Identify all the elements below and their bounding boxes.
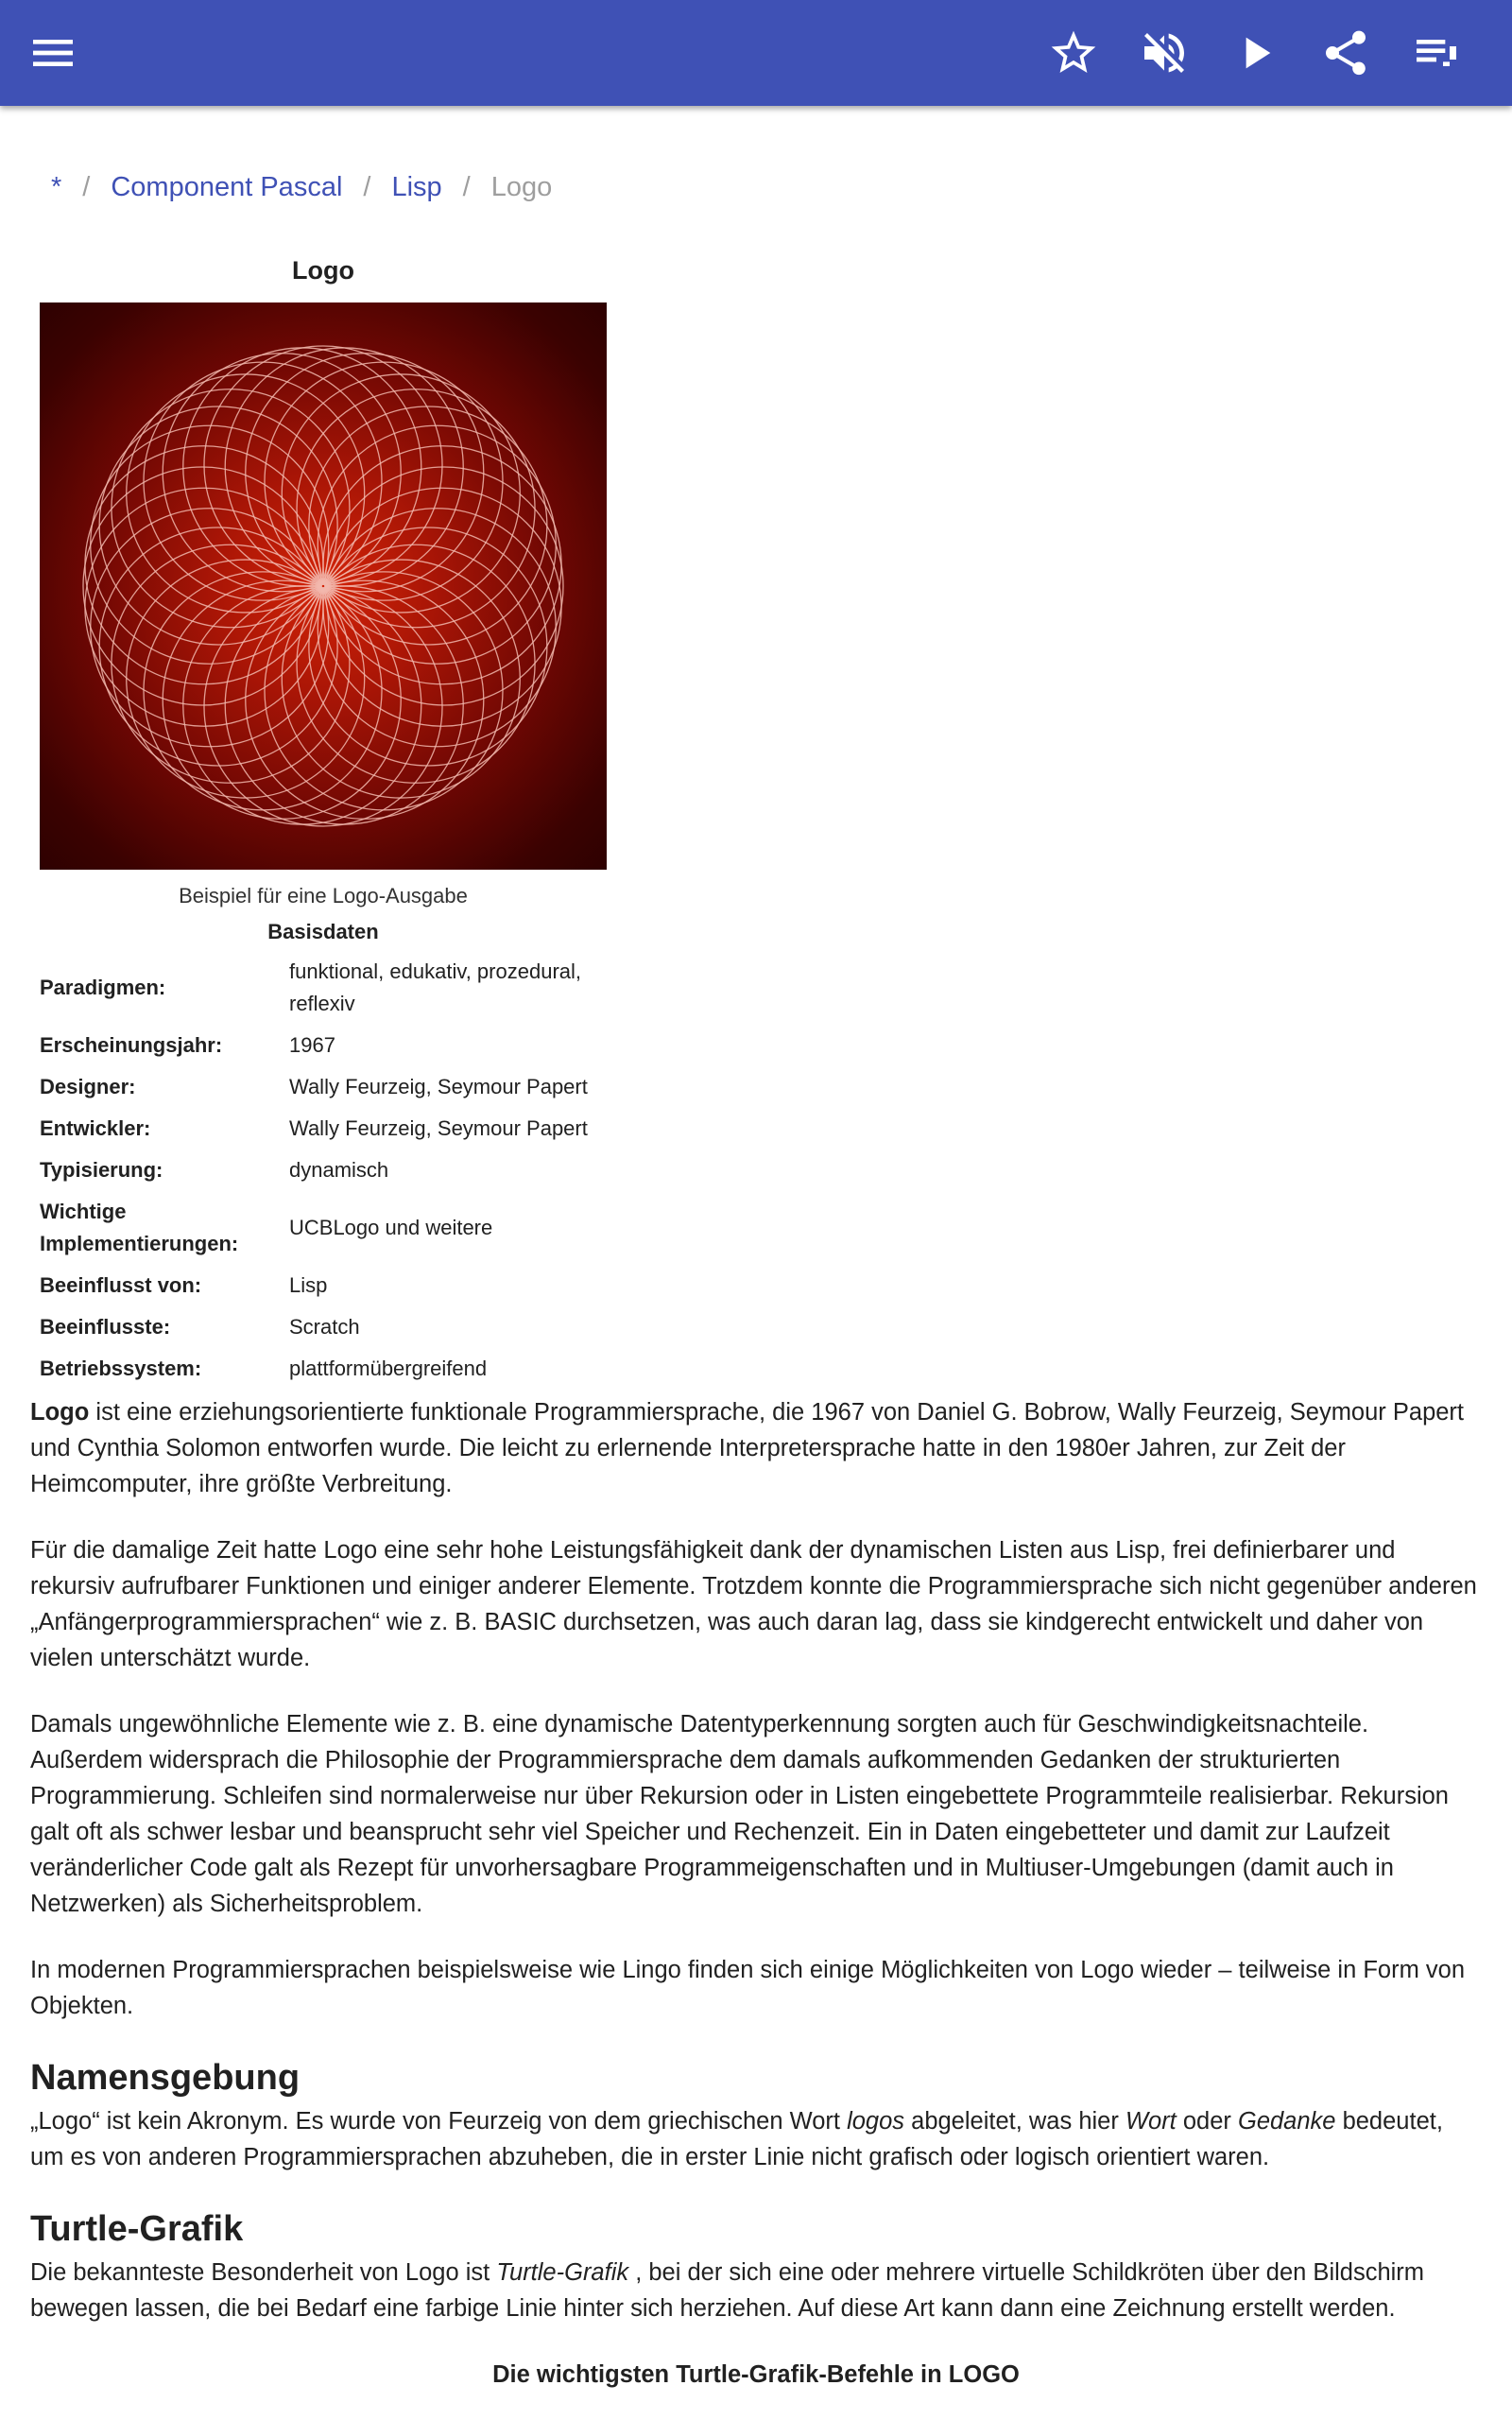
row-key: Entwickler: <box>40 1116 151 1140</box>
rosette-circle <box>83 467 321 705</box>
breadcrumb-current: Logo <box>490 172 553 202</box>
intro-term: Logo <box>30 1399 90 1426</box>
paragraph: In modernen Programmiersprachen beispielsweise wie Lingo finden sich einige Möglichkeiten von Logo wieder – teilweise in Form von Objekten. <box>30 1957 1466 2019</box>
row-value: Scratch <box>289 1315 360 1339</box>
text: , bei der sich eine oder mehrere virtuelle Schildkröten über den Bildschirm bewegen lassen, die bei Bedarf eine farbige Linie hinter sich herziehen. Auf diese Art kann dann eine Zeichnung erstellt werden. <box>30 2259 1425 2322</box>
row-value: 1967 <box>289 1033 335 1057</box>
emphasis: logos <box>847 2108 905 2135</box>
rosette-circle <box>225 586 463 824</box>
table-row <box>40 1306 607 1348</box>
table-caption: Die wichtigsten Turtle-Grafik-Befehle in LOGO <box>492 2361 1020 2388</box>
row-value: funktional, edukativ, prozedural, reflexiv <box>289 959 581 1015</box>
rosette-circle <box>183 586 421 824</box>
text: bedeutet, um es von anderen Programmiersprachen abzuheben, die in erster Linie nicht grafisch oder logisch orientiert waren. <box>30 2108 1443 2170</box>
breadcrumb-separator: / <box>462 172 471 202</box>
star-outline-icon[interactable] <box>1047 26 1100 79</box>
breadcrumb <box>51 166 552 208</box>
rosette-circle <box>225 348 463 586</box>
menu-icon[interactable] <box>26 26 79 79</box>
infobox <box>40 248 607 1390</box>
volume-off-icon[interactable] <box>1138 26 1191 79</box>
rosette-circle <box>183 348 421 586</box>
rosette-circle <box>204 346 442 584</box>
table-row <box>40 1348 607 1390</box>
play-icon[interactable] <box>1228 26 1281 79</box>
intro-paragraph <box>30 1394 1482 1502</box>
text: Die bekannteste Besonderheit von Logo ist <box>30 2259 497 2286</box>
rosette-circle <box>85 488 323 726</box>
heading-turtle-grafik: Turtle-Grafik <box>30 2209 244 2249</box>
playlist-icon[interactable] <box>1410 26 1463 79</box>
logo-example-image[interactable] <box>40 302 607 870</box>
row-value: UCBLogo und weitere <box>289 1216 493 1239</box>
infobox-table <box>40 951 607 1390</box>
table-row <box>40 951 607 1025</box>
table-row <box>40 1108 607 1150</box>
text: abgeleitet, was hier <box>904 2108 1125 2135</box>
article-body <box>30 1394 1482 2393</box>
rosette-circle <box>325 467 563 705</box>
image-caption: Beispiel für eine Logo-Ausgabe <box>179 884 468 908</box>
infobox-title: Logo <box>292 256 354 285</box>
table-row <box>40 1265 607 1306</box>
rosette-circle <box>323 488 561 726</box>
intro-text: ist eine erziehungsorientierte funktionale Programmiersprache, die 1967 von Daniel G. Bobrow, Wally Feurzeig, Seymour Papert und Cynthia Solomon entworfen wurde. Die leicht zu erlernende Interpretersprache hatte in den 1980er Jahren, zur Zeit der Heimcomputer, ihre größte Verbreitung. <box>30 1399 1465 1497</box>
breadcrumb-item-component-pascal[interactable]: Component Pascal <box>111 172 343 202</box>
emphasis: Wort <box>1125 2108 1177 2135</box>
table-row <box>40 1025 607 1066</box>
rosette-drawing <box>40 302 607 870</box>
row-value: plattformübergreifend <box>289 1357 488 1380</box>
namensgebung-paragraph <box>30 2103 1482 2175</box>
breadcrumb-item-lisp[interactable]: Lisp <box>391 172 442 202</box>
row-key: Paradigmen: <box>40 976 166 999</box>
app-bar <box>0 0 1512 106</box>
row-value: Lisp <box>289 1273 328 1297</box>
row-key: Typisierung: <box>40 1158 163 1182</box>
row-key: Betriebssystem: <box>40 1357 202 1380</box>
row-key: Erscheinungsjahr: <box>40 1033 223 1057</box>
paragraph: Für die damalige Zeit hatte Logo eine sehr hohe Leistungsfähigkeit dank der dynamischen Listen aus Lisp, frei definierbarer und rekursiv aufrufbarer Funktionen und einiger anderer Elemente. Trotzdem konnte die Programmiersprache sich nicht gegenüber anderen „Anfängerprogrammiersprachen“ wie z. B. BASIC durchsetzen, was auch daran lag, dass sie kindgerecht entwickelt und daher von vielen unterschätzt wurde. <box>30 1537 1477 1671</box>
table-row <box>40 1191 607 1265</box>
row-value: dynamisch <box>289 1158 389 1182</box>
text: „Logo“ ist kein Akronym. Es wurde von Feurzeig von dem griechischen Wort <box>30 2108 848 2135</box>
breadcrumb-separator: / <box>363 172 371 202</box>
breadcrumb-separator: / <box>82 172 91 202</box>
rosette-circle <box>204 588 442 826</box>
turtle-paragraph <box>30 2255 1482 2326</box>
rosette-circle <box>85 446 323 684</box>
row-value: Wally Feurzeig, Seymour Papert <box>289 1075 588 1098</box>
row-key: Wichtige Implementierungen: <box>40 1200 239 1255</box>
paragraph: Damals ungewöhnliche Elemente wie z. B. eine dynamische Datentyperkennung sorgten auch für Geschwindigkeitsnachteile. Außerdem widersprach die Philosophie der Programmiersprache dem damals aufkommenden Gedanken der strukturierten Programmierung. Schleifen sind normalerweise nur über Rekursion oder in Listen eingebettete Programmteile realisierbar. Rekursion galt oft als schwer lesbar und beansprucht sehr viel Speicher und Rechenzeit. Ein in Daten eingebetteter und damit zur Laufzeit veränderlicher Code galt als Rezept für unvorhersagbare Programmeigenschaften und in Multiuser-Umgebungen (damit auch in Netzwerken) als Sicherheitsproblem. <box>30 1711 1449 1917</box>
breadcrumb-root[interactable]: * <box>51 172 62 202</box>
infobox-section-title: Basisdaten <box>267 920 379 943</box>
row-key: Beeinflusste: <box>40 1315 171 1339</box>
row-value: Wally Feurzeig, Seymour Papert <box>289 1116 588 1140</box>
table-row <box>40 1066 607 1108</box>
row-key: Beeinflusst von: <box>40 1273 202 1297</box>
emphasis: Turtle-Grafik <box>496 2259 629 2286</box>
table-row <box>40 1150 607 1191</box>
emphasis: Gedanke <box>1237 2108 1336 2135</box>
heading-namensgebung: Namensgebung <box>30 2058 301 2098</box>
share-icon[interactable] <box>1319 26 1372 79</box>
rosette-circle <box>323 446 561 684</box>
row-key: Designer: <box>40 1075 136 1098</box>
text: oder <box>1176 2108 1238 2135</box>
